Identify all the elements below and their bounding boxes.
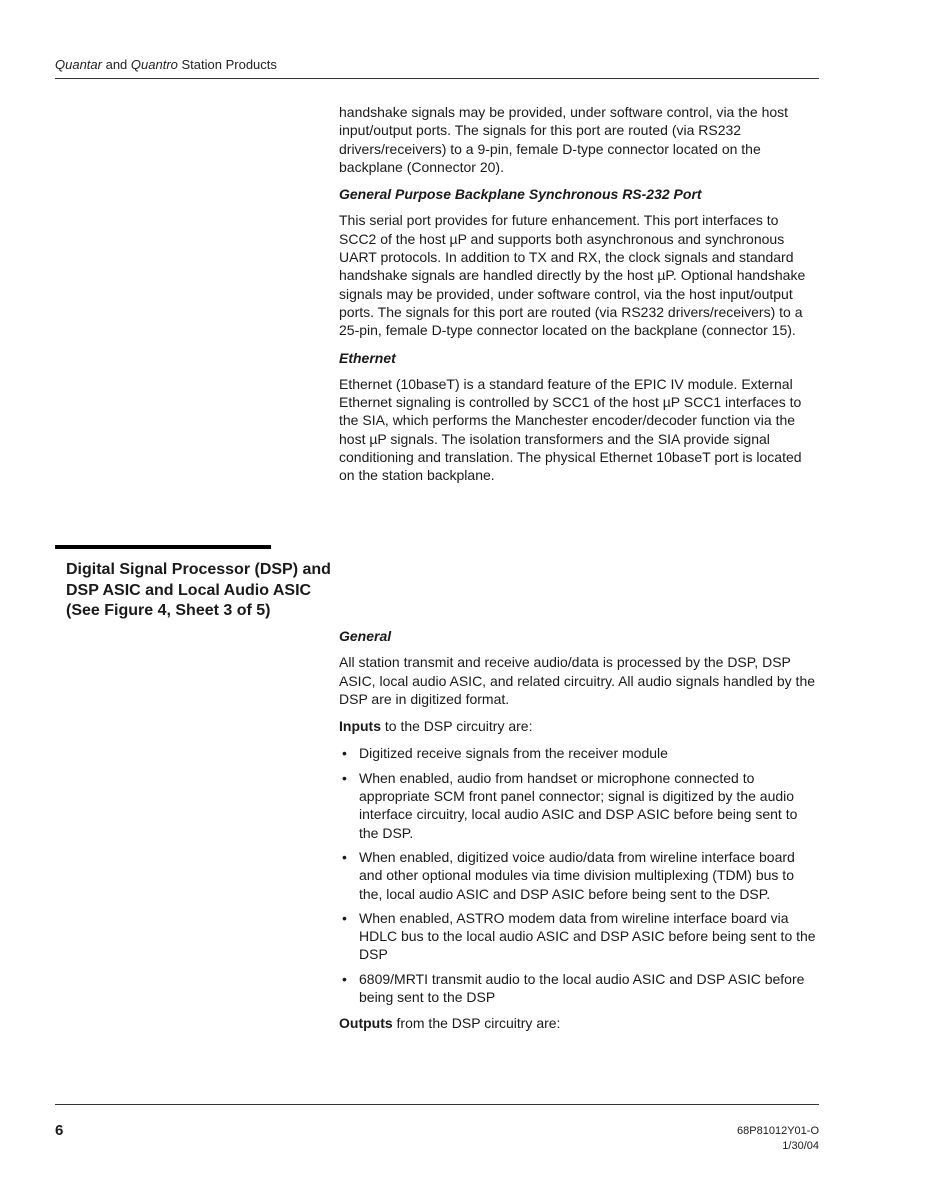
list-item: • Digitized receive signals from the receiver module — [339, 744, 819, 762]
doc-number: 68P81012Y01-O — [737, 1125, 819, 1137]
main-column-bottom — [339, 627, 819, 1042]
outputs-intro-text: from the DSP circuitry are: — [392, 1015, 561, 1032]
header-divider — [55, 78, 819, 79]
outputs-label: Outputs — [339, 1015, 393, 1032]
main-column-top — [339, 103, 819, 494]
inputs-intro-text: to the DSP circuitry are: — [381, 718, 533, 735]
header-rest: Station Products — [177, 57, 277, 72]
sync-port-heading: General Purpose Backplane Synchronous RS-232 Port — [339, 186, 702, 203]
ethernet-heading: Ethernet — [339, 349, 396, 366]
inputs-label: Inputs — [339, 718, 381, 735]
header-brand-quantar: Quantar — [55, 57, 102, 72]
intro-paragraph: handshake signals may be provided, under software control, via the host input/output ports. The signals for this port are routed (via RS232 drivers/receivers) to a 9-pin, female D-type connector located on the backplane (Connector 20). — [339, 104, 789, 175]
list-item: • 6809/MRTI transmit audio to the local audio ASIC and DSP ASIC before being sent to the DSP — [339, 970, 819, 1007]
inputs-intro — [339, 717, 819, 735]
list-item: • When enabled, audio from handset or microphone connected to appropriate SCM front panel connector; signal is digitized by the audio interface circuitry, local audio ASIC and DSP ASIC before being sent to the DSP. — [339, 769, 819, 842]
header-brand-quantro: Quantro — [130, 57, 178, 72]
footer-doc-info — [737, 1124, 819, 1154]
header-and: and — [101, 57, 131, 72]
general-subheading: General — [339, 628, 392, 644]
running-header — [55, 57, 277, 72]
ethernet-paragraph: Ethernet (10baseT) is a standard feature of the EPIC IV module. External Ethernet signaling is controlled by SCC1 of the host µP SCC1 interfaces to the SIA, which performs the Manchester encoder/decoder function via the host µP signals. The isolation transformers and the SIA provide signal conditioning and translation. The physical Ethernet 10baseT port is located on the station backplane. — [339, 375, 802, 484]
doc-date: 1/30/04 — [782, 1140, 819, 1152]
sync-port-paragraph: This serial port provides for future enhancement. This port interfaces to SCC2 of the host µP and supports both asynchronous and synchronous UART protocols. In addition to TX and RX, the clock signals and standard handshake signals are handled directly by the host µP. Optional handshake signals may be provided, under software control, via the host input/output ports. The signals for this port are routed (via RS232 drivers/receivers) to a 25-pin, female D-type connector located on the backplane (connector 15). — [339, 212, 806, 339]
list-item: • When enabled, digitized voice audio/data from wireline interface board and other optional modules via time division multiplexing (TDM) bus to the, local audio ASIC and DSP ASIC before being sent to the DSP. — [339, 848, 819, 903]
section-bar — [55, 545, 271, 549]
inputs-list — [339, 744, 819, 1006]
outputs-intro — [339, 1014, 819, 1032]
page-number: 6 — [55, 1122, 64, 1139]
general-paragraph: All station transmit and receive audio/data is processed by the DSP, DSP ASIC, local audio ASIC, and related circuitry. All audio signals handled by the DSP are in digitized format. — [339, 654, 816, 707]
footer-divider — [55, 1104, 819, 1105]
list-item: • When enabled, ASTRO modem data from wireline interface board via HDLC bus to the local audio ASIC and DSP ASIC before being sent to the DSP — [339, 909, 819, 964]
dsp-section-title: Digital Signal Processor (DSP) and DSP ASIC and Local Audio ASIC (See Figure 4, Sheet 3 of 5) — [66, 561, 331, 619]
